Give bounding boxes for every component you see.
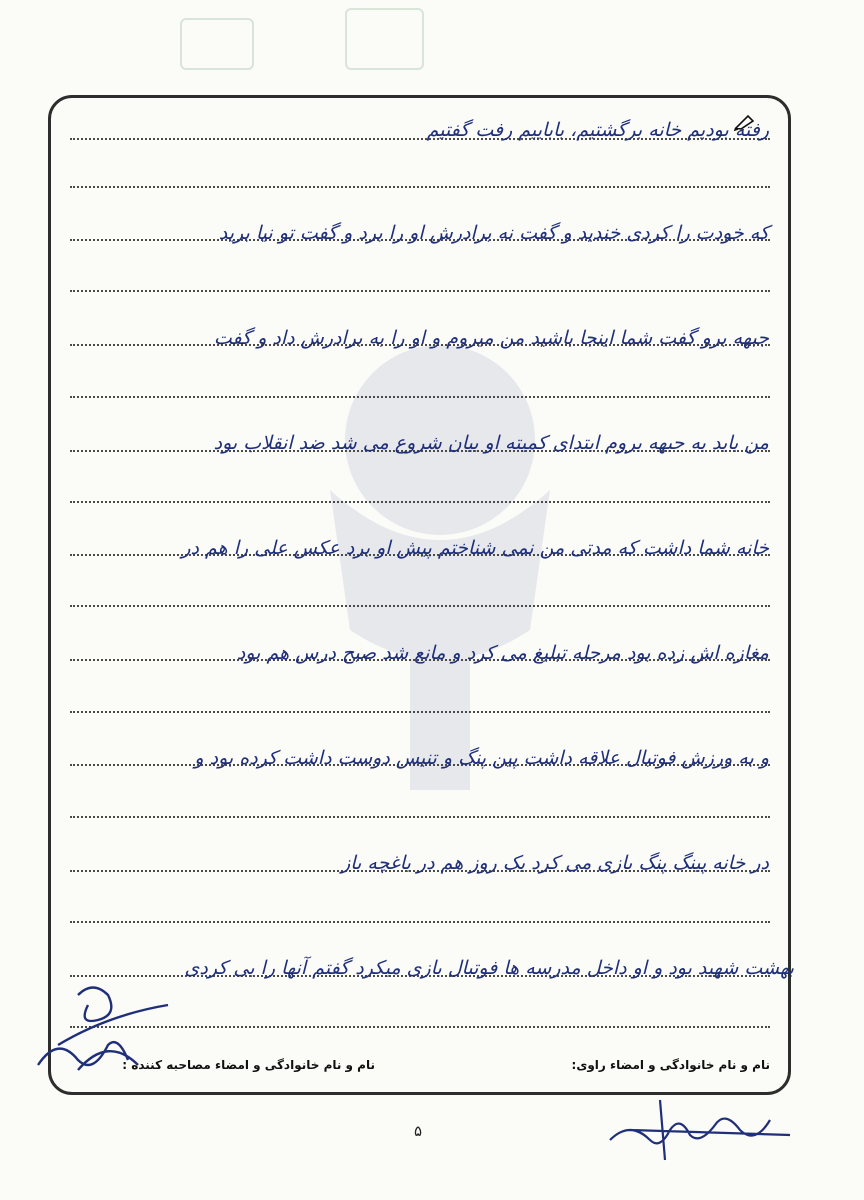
ruled-line: [70, 921, 770, 923]
narrator-signature-label: نام و نام خانوادگی و امضاء راوی:: [571, 1058, 770, 1072]
ruled-line: [70, 711, 770, 713]
handwritten-line: خانه شما داشت که مدتی من نمی شناختم پیش او برد عکس علی را هم در: [181, 537, 769, 559]
ruled-line: [70, 396, 770, 398]
handwritten-line: مغازه اش زده بود مرحله تبلیغ می کرد و مانع شد صبح درس هم بود: [236, 642, 769, 664]
ruled-line: [70, 501, 770, 503]
ruled-line: [70, 186, 770, 188]
interviewer-signature: [600, 1090, 800, 1170]
ruled-line: [70, 290, 770, 292]
interviewer-signature-label: نام و نام خانوادگی و امضاء مصاحبه کننده :: [122, 1058, 375, 1072]
ruled-line: [70, 816, 770, 818]
handwritten-line: و به ورزش فوتبال علاقه داشت پین پنگ و تنیس دوست داشت کرده بود و: [194, 747, 769, 769]
handwritten-line: رفته بودیم خانه برگشتیم، باباییم رفت گفتیم: [426, 119, 769, 141]
handwritten-line: در خانه پینگ پنگ بازی می کرد یک روز هم در باغچه باز: [341, 852, 769, 874]
handwritten-line: که خودت را کردی خندید و گفت نه برادرش او را برد و گفت تو نیا برید: [218, 222, 769, 244]
handwritten-line: جبهه برو گفت شما اینجا باشید من میروم و او را به برادرش داد و گفت: [213, 327, 769, 349]
signature-footer: [70, 1058, 770, 1082]
handwritten-line: من باید به جبهه بروم ابتدای کمیته او بیان شروع می شد ضد انقلاب بود: [213, 432, 769, 454]
page-number: ۵: [413, 1122, 423, 1140]
faint-stamp-left: [180, 18, 254, 70]
handwritten-line: بهشت شهید بود و او داخل مدرسه ها فوتبال بازی میکرد گفتم آنها را بی کردی: [184, 957, 794, 979]
faint-stamp-right: [345, 8, 424, 70]
ruled-line: [70, 605, 770, 607]
